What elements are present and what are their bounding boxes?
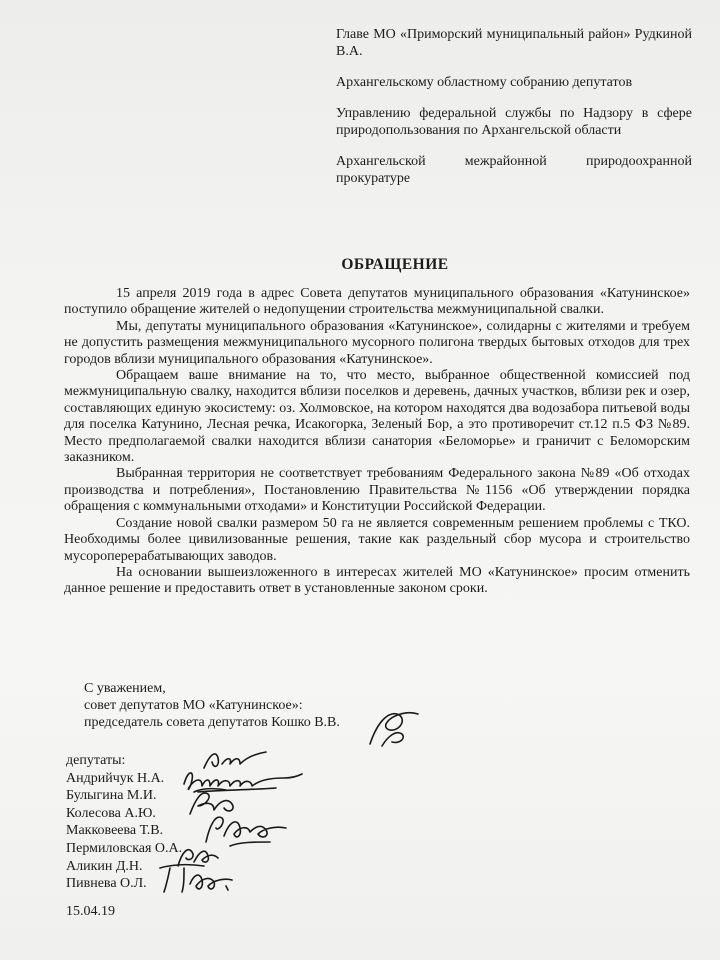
signature-chairman [362,706,426,752]
addressee-federal-service: Управлению федеральной службы по Надзору в сфере природопользования по Архангельской области [336,106,692,138]
deputy-name: Пивнева О.Л. [66,876,147,892]
document-body [64,286,690,598]
chairman-line: председатель совета депутатов Кошко В.В. [84,715,340,730]
document-title: ОБРАЩЕНИЕ [341,256,449,273]
council-line: совет депутатов МО «Катунинское»: [84,698,303,713]
addressee-head-of-district: Главе МО «Приморский муниципальный район» Рудкиной В.А. [336,27,692,59]
paragraph-5: Создание новой свалки размером 50 га не является современным решением проблемы с ТКО. Необходимы более цивилизованные решения, такие как раздельный сбор мусора и строительство мусороперерабатывающих заводов. [64,515,690,564]
deputies-label: депутаты: [66,753,126,768]
deputy-name: Аликин Д.Н. [66,858,143,874]
paragraph-6: На основании вышеизложенного в интересах жителей МО «Катунинское» просим отменить данное решение и предоставить ответ в установленные законом сроки. [64,564,690,597]
paragraph-1: 15 апреля 2019 года в адрес Совета депутатов муниципального образования «Катунинское» поступило обращение жителей о недопущении строительства межмуниципальной свалки. [64,286,690,318]
document-date: 15.04.19 [66,904,115,919]
deputy-name: Андрийчук Н.А. [66,770,165,786]
paragraph-2: Мы, депутаты муниципального образования «Катунинское», солидарны с жителями и требуем не допустить размещения межмуниципального мусорного полигона твердых бытовых отходов для трех городов вблизи муниципального образования «Катунинское». [64,318,690,367]
signature-pivneva [154,858,240,896]
addressee-regional-assembly: Архангельскому областному собранию депутатов [336,75,633,90]
addressee-prosecutor: Архангельской межрайонной природоохранной прокуратуре [336,154,692,186]
paragraph-3: Обращаем ваше внимание на то, что место, выбранное общественной комиссией под межмуниципальную свалку, находится вблизи поселков и деревень, дачных участков, вблизи рек и озер, составляющих единую экосистему: оз. Холмовское, на котором находятся два водозабора питьевой воды для поселка Катунино, Лесная речка, Исакогорка, Зеленый Бор, а это противоречит ст.12 п.5 ФЗ №89. Место предполагаемой свалки находится вблизи санатория «Беломорье» и граничит с Беломорским заказником. [64,368,690,466]
deputy-name: Макковеева Т.В. [66,823,164,839]
deputy-name: Булыгина М.И. [66,788,157,804]
paragraph-4: Выбранная территория не соответствует требованиям Федерального закона №89 «Об отходах производства и потребления», Постановлению Правительства №1156 «Об утверждении порядка обращения с коммунальными отходами» и Конституции Российской Федерации. [64,466,690,515]
regards-line: С уважением, [84,681,166,696]
deputy-name: Пермиловская О.А. [66,840,183,856]
deputy-name: Колесова А.Ю. [66,805,156,821]
addressee-block [336,26,692,201]
